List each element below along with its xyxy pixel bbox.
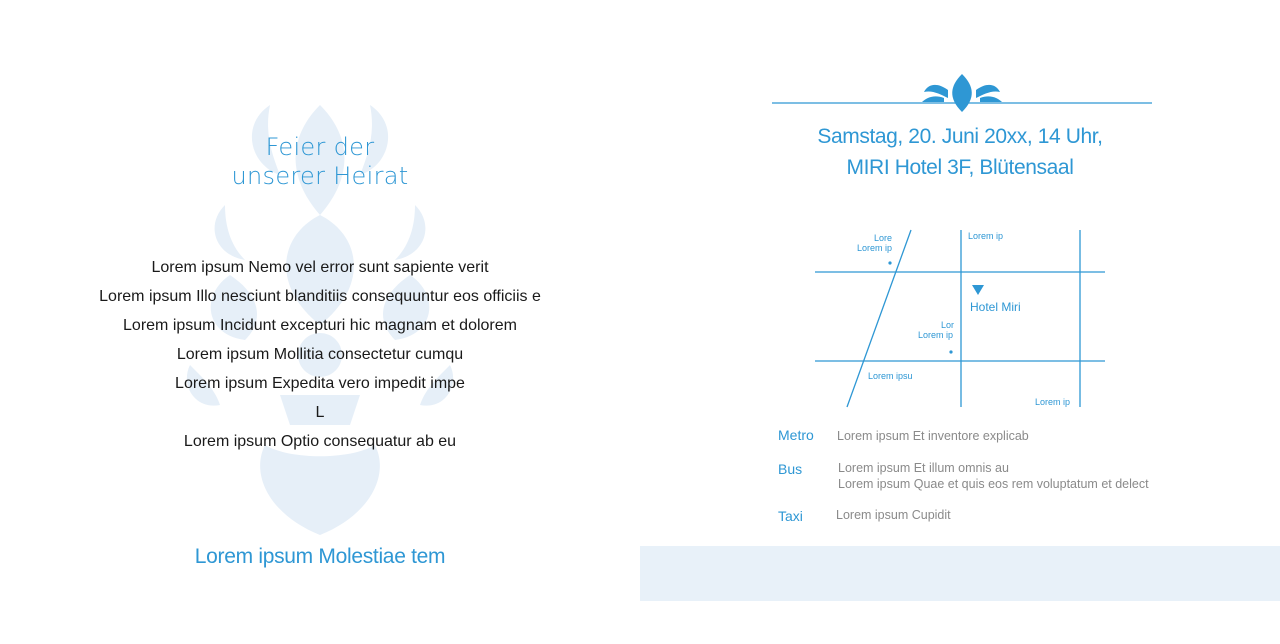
invitation-line: Lorem ipsum Expedita vero impedit impe <box>175 375 465 392</box>
footer-band <box>640 546 1280 601</box>
map-label: Lor <box>941 320 955 330</box>
map-label: Lorem ip <box>1035 397 1071 407</box>
transport-info: Lorem ipsum Et illum omnis au <box>838 461 1009 475</box>
transport-label: Taxi <box>778 508 803 524</box>
invitation-line: Lorem ipsum Optio consequatur ab eu <box>183 433 457 450</box>
map-label: Lorem ip <box>918 330 954 340</box>
lotus-divider-icon <box>772 68 1152 116</box>
event-date-time: Samstag, 20. Juni 20xx, 14 Uhr, <box>817 125 1103 148</box>
ceremony-title-line1: Feier der <box>265 133 375 161</box>
event-venue: MIRI Hotel 3F, Blütensaal <box>846 156 1074 179</box>
ceremony-title-line2: unserer Heirat <box>231 162 409 190</box>
transport-info: Lorem ipsum Cupidit <box>836 508 951 522</box>
venue-map <box>810 225 1110 415</box>
transport-info: Lorem ipsum Quae et quis eos rem voluptatum et delect <box>838 477 1149 491</box>
invitation-line: Lorem ipsum Mollitia consectetur cumqu <box>176 346 464 363</box>
map-hotel-label: Hotel Miri <box>970 300 1021 314</box>
transport-info: Lorem ipsum Et inventore explicab <box>837 429 1029 443</box>
invitation-line: Lorem ipsum Illo nesciunt blanditiis consequuntur eos officiis e <box>99 288 541 305</box>
signature-line: Lorem ipsum Molestiae tem <box>194 545 446 568</box>
invitation-text <box>0 253 640 456</box>
invitation-line: L <box>315 404 325 421</box>
map-streets <box>810 225 1110 415</box>
transport-label: Metro <box>778 427 814 443</box>
invitation-line: Lorem ipsum Nemo vel error sunt sapiente verit <box>151 259 489 276</box>
map-label: Lorem ipsu <box>868 371 913 381</box>
right-page <box>640 0 1280 644</box>
map-label: Lorem ip <box>857 243 893 253</box>
map-label: Lore <box>874 233 893 243</box>
invitation-line: Lorem ipsum Incidunt excepturi hic magnam et dolorem <box>123 317 517 334</box>
map-label: Lorem ip <box>968 231 1004 241</box>
transport-label: Bus <box>778 461 803 477</box>
